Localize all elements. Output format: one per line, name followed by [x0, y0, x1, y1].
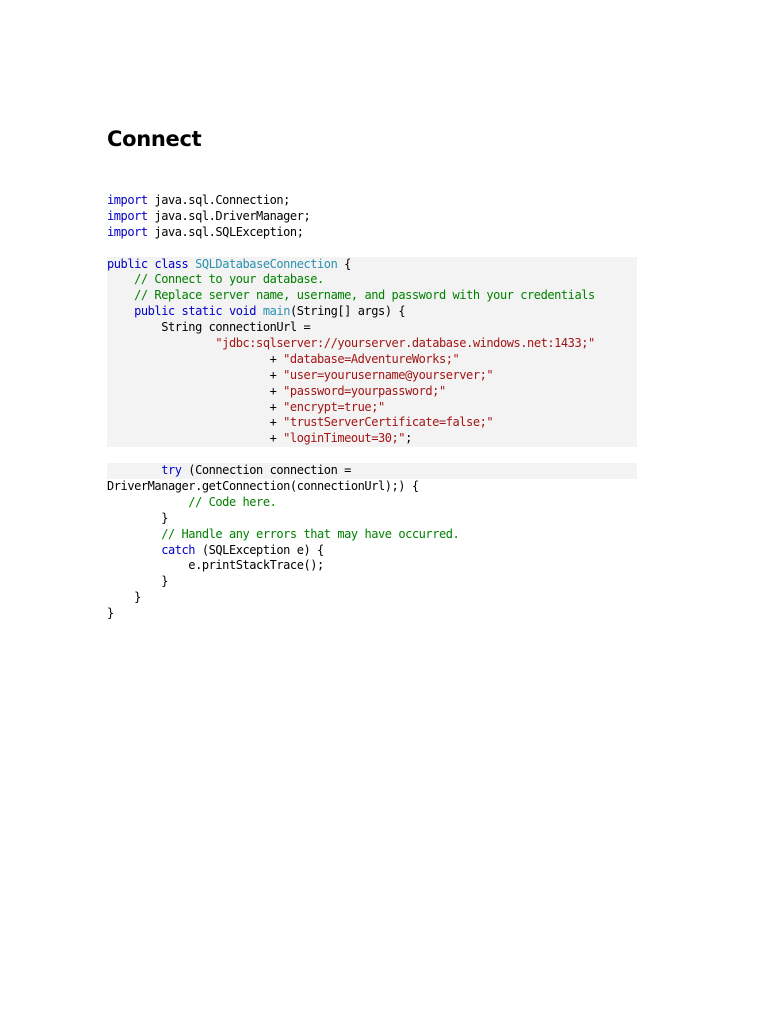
code-token-string: "jdbc:sqlserver://yourserver.database.windows.net:1433;" — [215, 336, 595, 351]
code-token-plain: DriverManager.getConnection(connectionUrl);) { — [107, 479, 419, 494]
code-token-comment: // Code here. — [188, 494, 277, 509]
code-token-string: "loginTimeout=30;" — [283, 431, 406, 446]
code-token-plain — [107, 241, 114, 255]
code-token-plain — [107, 336, 215, 350]
code-line — [107, 463, 637, 479]
code-token-plain: } — [107, 574, 168, 589]
code-token-plain — [107, 447, 114, 461]
code-token-plain: } — [107, 606, 114, 621]
code-token-plain — [107, 543, 161, 557]
code-token-plain — [107, 272, 134, 286]
code-token-keyword: static — [181, 304, 223, 319]
code-token-plain — [256, 304, 263, 318]
code-line — [107, 558, 637, 574]
code-token-plain: + — [107, 351, 284, 366]
code-token-plain: String connectionUrl = — [107, 320, 311, 335]
page-title: Connect — [107, 127, 202, 151]
code-line — [107, 384, 637, 400]
code-line — [107, 288, 637, 304]
code-line — [107, 304, 637, 320]
code-token-plain — [107, 463, 161, 477]
code-token-plain: + — [107, 399, 284, 414]
code-line — [107, 320, 637, 336]
code-token-plain: java.sql.Connection; — [147, 193, 290, 207]
code-line — [107, 495, 637, 511]
code-line — [107, 225, 637, 241]
code-token-plain — [107, 527, 161, 541]
code-line — [107, 193, 637, 209]
code-line — [107, 590, 637, 606]
code-token-plain: java.sql.DriverManager; — [147, 208, 311, 223]
code-line — [107, 431, 637, 447]
code-token-keyword: catch — [161, 542, 196, 557]
code-token-string: "password=yourpassword;" — [283, 383, 446, 398]
code-token-string: "encrypt=true;" — [283, 399, 385, 414]
code-block — [107, 193, 637, 622]
code-token-plain: ; — [405, 431, 412, 446]
code-token-keyword: import — [107, 208, 148, 223]
code-line — [107, 336, 637, 352]
code-token-plain — [222, 304, 229, 318]
code-token-keyword: public — [134, 304, 175, 319]
code-token-plain: + — [107, 383, 284, 398]
code-line — [107, 447, 637, 463]
code-token-keyword: import — [107, 193, 148, 207]
code-line — [107, 368, 637, 384]
code-token-type: SQLDatabaseConnection — [195, 256, 338, 271]
code-line — [107, 543, 637, 559]
code-token-plain: java.sql.SQLException; — [147, 224, 304, 239]
code-token-plain — [107, 495, 188, 509]
code-token-keyword: class — [154, 256, 189, 271]
code-line — [107, 606, 637, 622]
code-token-type: main — [262, 304, 290, 319]
code-line — [107, 574, 637, 590]
code-line — [107, 415, 637, 431]
code-token-comment: // Connect to your database. — [134, 272, 324, 287]
code-token-keyword: void — [228, 304, 257, 319]
code-token-plain — [107, 288, 134, 302]
code-token-plain: (SQLException e) { — [195, 542, 324, 557]
code-line — [107, 272, 637, 288]
code-token-plain: (String[] args) { — [289, 304, 406, 319]
code-token-keyword: public — [107, 256, 148, 271]
code-line — [107, 241, 637, 257]
code-token-plain — [107, 304, 134, 318]
code-line — [107, 209, 637, 225]
code-line — [107, 479, 637, 495]
code-token-plain: } — [107, 510, 168, 525]
code-token-string: "trustServerCertificate=false;" — [283, 415, 494, 430]
code-line — [107, 352, 637, 368]
code-token-plain: } — [107, 590, 141, 605]
code-token-plain: (Connection connection = — [181, 463, 351, 478]
code-token-keyword: import — [107, 224, 148, 239]
code-token-plain: e.printStackTrace(); — [107, 558, 324, 573]
code-token-plain: { — [337, 256, 351, 271]
code-token-plain — [175, 304, 182, 318]
code-token-string: "user=yourusername@yourserver;" — [283, 367, 494, 382]
code-line — [107, 257, 637, 273]
code-line — [107, 400, 637, 416]
code-token-comment: // Handle any errors that may have occurred. — [161, 526, 460, 541]
code-token-plain: + — [107, 415, 284, 430]
code-token-plain: + — [107, 431, 284, 446]
code-token-comment: // Replace server name, username, and password with your credentials — [134, 288, 595, 303]
code-token-keyword: try — [161, 463, 182, 478]
code-line — [107, 511, 637, 527]
code-token-plain: + — [107, 367, 284, 382]
code-token-string: "database=AdventureWorks;" — [283, 351, 460, 366]
code-line — [107, 527, 637, 543]
